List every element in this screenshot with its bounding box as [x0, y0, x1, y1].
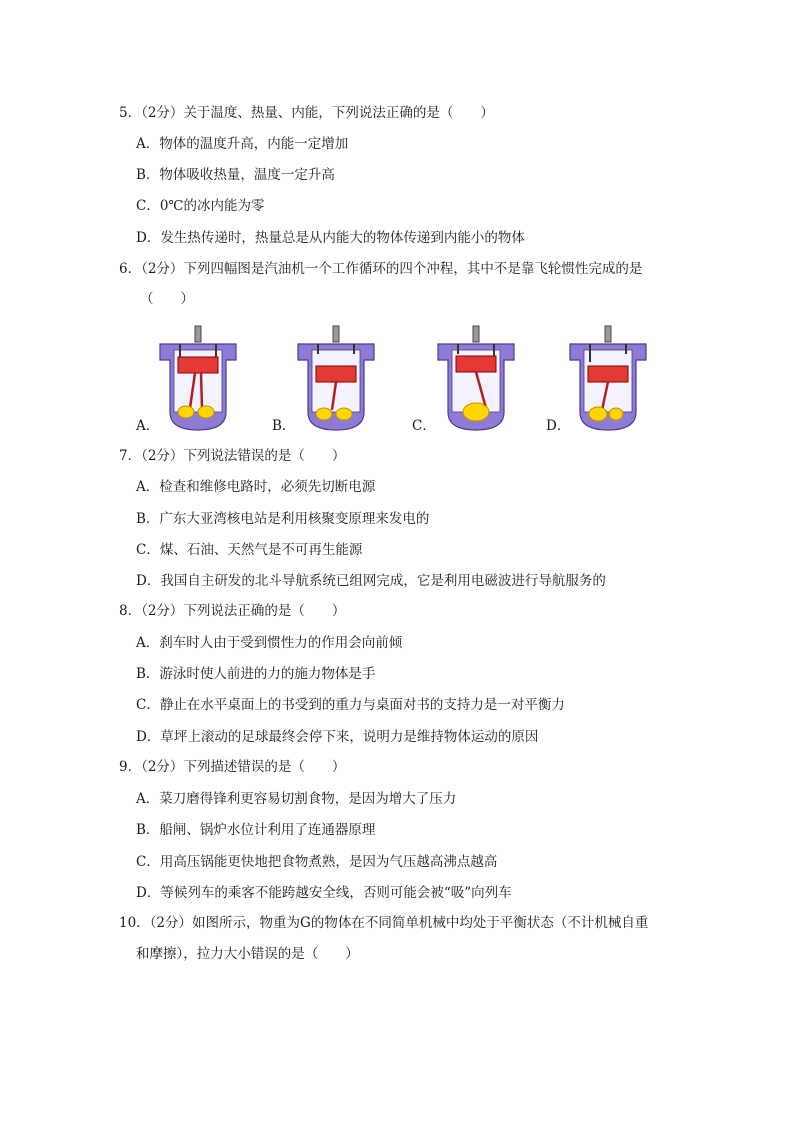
question-6-stem-continued: （ ）	[140, 291, 194, 307]
engine-option-a[interactable]	[136, 322, 266, 434]
question-7-option-a[interactable]: A．检查和维修电路时，必须先切断电源	[136, 479, 376, 495]
question-8-option-d[interactable]: D．草坪上滚动的足球最终会停下来，说明力是维持物体运动的原因	[136, 729, 539, 745]
question-8-option-a[interactable]: A．刹车时人由于受到惯性力的作用会向前倾	[136, 635, 403, 651]
question-5-stem: 5．（2分）关于温度、热量、内能，下列说法正确的是（ ）	[119, 105, 494, 121]
engine-option-c[interactable]	[412, 322, 542, 434]
question-5-option-c[interactable]: C．0℃的冰内能为零	[136, 198, 265, 214]
question-5-option-d[interactable]: D．发生热传递时，热量总是从内能大的物体传递到内能小的物体	[136, 230, 525, 246]
engine-strokes-figure	[136, 322, 656, 434]
engine-option-b[interactable]	[272, 322, 402, 434]
engine-label-c: C．	[412, 418, 436, 434]
question-10-stem-continued: 和摩擦），拉力大小错误的是（ ）	[136, 946, 359, 962]
engine-label-b: B．	[272, 418, 296, 434]
question-8-option-c[interactable]: C．静止在水平桌面上的书受到的重力与桌面对书的支持力是一对平衡力	[136, 697, 565, 713]
question-8-option-b[interactable]: B．游泳时使人前进的力的施力物体是手	[136, 666, 376, 682]
question-7-option-b[interactable]: B．广东大亚湾核电站是利用核聚变原理来发电的	[136, 511, 430, 527]
question-9-option-a[interactable]: A．菜刀磨得锋利更容易切割食物，是因为增大了压力	[136, 791, 457, 807]
question-9-stem: 9．（2分）下列描述错误的是（ ）	[119, 759, 346, 775]
engine-diagram-d	[568, 324, 648, 434]
question-7-option-c[interactable]: C．煤、石油、天然气是不可再生能源	[136, 542, 363, 558]
question-5-option-a[interactable]: A．物体的温度升高，内能一定增加	[136, 136, 349, 152]
question-9-option-d[interactable]: D．等候列车的乘客不能跨越安全线，否则可能会被“吸”向列车	[136, 885, 512, 901]
question-9-option-c[interactable]: C．用高压锅能更快地把食物煮熟，是因为气压越高沸点越高	[136, 854, 498, 870]
question-10-stem: 10．（2分）如图所示，物重为G的物体在不同简单机械中均处于平衡状态（不计机械自重	[119, 915, 649, 931]
question-9-option-b[interactable]: B．船闸、锅炉水位计利用了连通器原理	[136, 822, 376, 838]
question-5-option-b[interactable]: B．物体吸收热量，温度一定升高	[136, 167, 335, 183]
engine-diagram-a	[158, 324, 238, 434]
question-7-option-d[interactable]: D．我国自主研发的北斗导航系统已组网完成，它是利用电磁波进行导航服务的	[136, 573, 606, 589]
question-7-stem: 7．（2分）下列说法错误的是（ ）	[119, 448, 346, 464]
engine-option-d[interactable]	[546, 322, 676, 434]
engine-label-a: A．	[136, 418, 160, 434]
question-6-stem: 6．（2分）下列四幅图是汽油机一个工作循环的四个冲程，其中不是靠飞轮惯性完成的是	[119, 261, 643, 277]
engine-label-d: D．	[546, 418, 571, 434]
engine-diagram-b	[296, 324, 376, 434]
engine-diagram-c	[436, 324, 516, 434]
question-8-stem: 8．（2分）下列说法正确的是（ ）	[119, 603, 346, 619]
